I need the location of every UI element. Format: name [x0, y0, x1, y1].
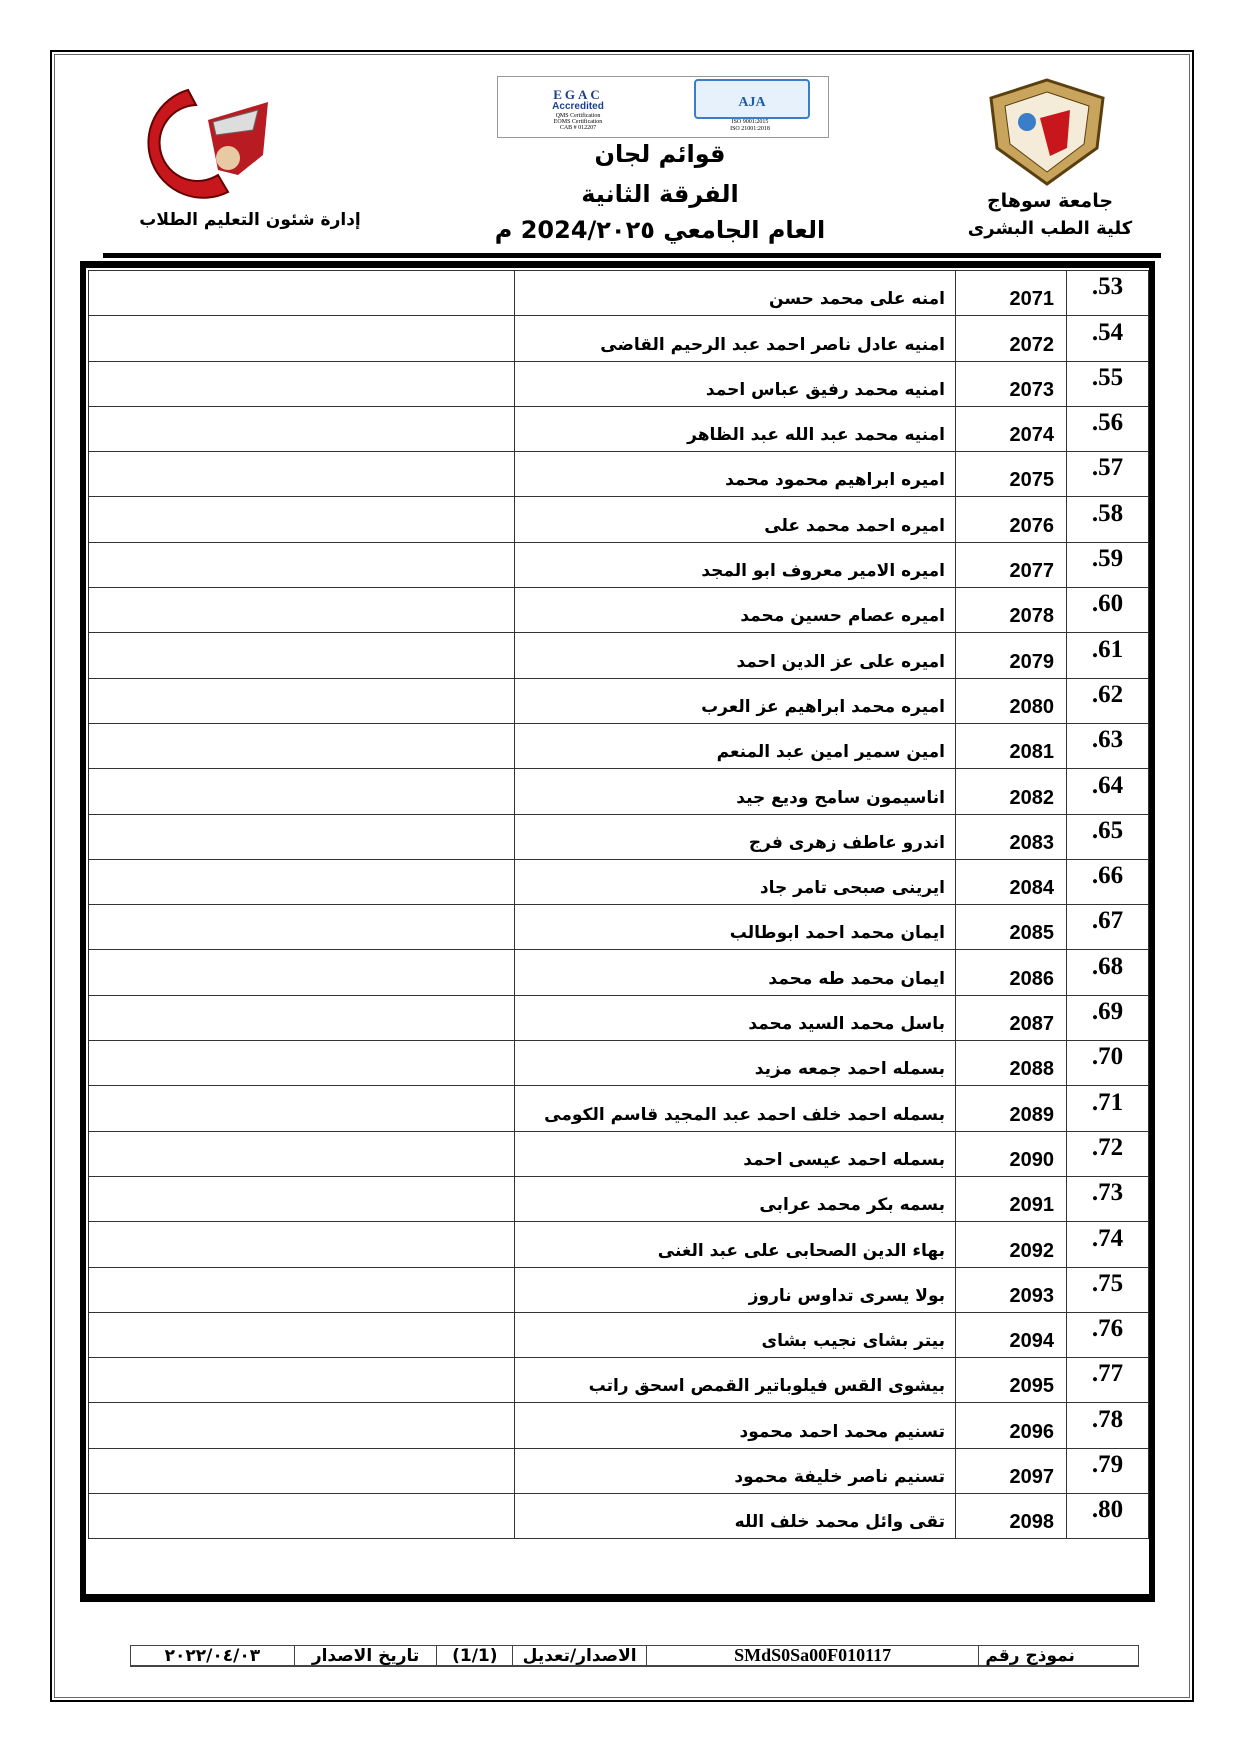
- row-number: .53: [1067, 271, 1149, 316]
- student-name: امنيه عادل ناصر احمد عبد الرحيم القاضى: [515, 316, 956, 361]
- sohag-university-seal: [985, 78, 1110, 186]
- student-name: بسمله احمد جمعه مزيد: [515, 1041, 956, 1086]
- row-number: .74: [1067, 1222, 1149, 1267]
- student-code: 2095: [956, 1358, 1067, 1403]
- student-name: بهاء الدين الصحابى على عبد الغنى: [515, 1222, 956, 1267]
- academic-year: العام الجامعي 2024/٢٠٢٥ م: [494, 216, 826, 244]
- student-name: باسل محمد السيد محمد: [515, 995, 956, 1040]
- blank-cell: [89, 271, 515, 316]
- student-name: امنيه محمد رفيق عباس احمد: [515, 361, 956, 406]
- student-name: بسمله احمد خلف احمد عبد المجيد قاسم الكومى: [515, 1086, 956, 1131]
- aja-logo: AJA: [694, 79, 810, 119]
- table-row: [89, 905, 1149, 950]
- version-label: الاصدار/تعديل: [512, 1646, 646, 1665]
- student-code: 2078: [956, 588, 1067, 633]
- student-code: 2086: [956, 950, 1067, 995]
- university-name: جامعة سوهاج: [986, 190, 1114, 212]
- student-code: 2087: [956, 995, 1067, 1040]
- student-code: 2076: [956, 497, 1067, 542]
- blank-cell: [89, 1176, 515, 1221]
- table-row: [89, 950, 1149, 995]
- aja-line: ISO 21001:2018: [730, 126, 770, 132]
- blank-cell: [89, 723, 515, 768]
- row-number: .73: [1067, 1176, 1149, 1221]
- blank-cell: [89, 1358, 515, 1403]
- table-row: [89, 316, 1149, 361]
- grade-title: الفرقة الثانية: [581, 180, 739, 208]
- egac-lines: [508, 113, 648, 131]
- student-name: اندرو عاطف زهرى فرج: [515, 814, 956, 859]
- student-code: 2081: [956, 723, 1067, 768]
- table-row: [89, 814, 1149, 859]
- blank-cell: [89, 769, 515, 814]
- student-name: تسنيم محمد احمد محمود: [515, 1403, 956, 1448]
- blank-cell: [89, 406, 515, 451]
- student-code: 2098: [956, 1494, 1067, 1539]
- student-name: تقى وائل محمد خلف الله: [515, 1494, 956, 1539]
- row-number: .54: [1067, 316, 1149, 361]
- table-row: [89, 1041, 1149, 1086]
- student-code: 2073: [956, 361, 1067, 406]
- student-code: 2082: [956, 769, 1067, 814]
- department-name: إدارة شئون التعليم الطلاب: [139, 210, 361, 230]
- student-name: ايرينى صبحى تامر جاد: [515, 859, 956, 904]
- student-code: 2072: [956, 316, 1067, 361]
- student-code: 2096: [956, 1403, 1067, 1448]
- row-number: .70: [1067, 1041, 1149, 1086]
- form-number: SMdS0Sa00F010117: [646, 1646, 978, 1665]
- blank-cell: [89, 995, 515, 1040]
- row-number: .60: [1067, 588, 1149, 633]
- blank-cell: [89, 814, 515, 859]
- egac-line: EOMS Certification: [553, 119, 603, 125]
- student-name: امنيه محمد عبد الله عبد الظاهر: [515, 406, 956, 451]
- blank-cell: [89, 1403, 515, 1448]
- student-code: 2075: [956, 452, 1067, 497]
- row-number: .55: [1067, 361, 1149, 406]
- table-row: [89, 542, 1149, 587]
- student-code: 2097: [956, 1448, 1067, 1493]
- student-name: امين سمير امين عبد المنعم: [515, 723, 956, 768]
- table-row: [89, 723, 1149, 768]
- student-code: 2092: [956, 1222, 1067, 1267]
- table-row: [89, 633, 1149, 678]
- form-footer: [130, 1645, 1139, 1667]
- row-number: .69: [1067, 995, 1149, 1040]
- student-code: 2080: [956, 678, 1067, 723]
- table-row: [89, 769, 1149, 814]
- table-row: [89, 859, 1149, 904]
- table-row: [89, 452, 1149, 497]
- table-row: [89, 1494, 1149, 1539]
- student-code: 2089: [956, 1086, 1067, 1131]
- row-number: .71: [1067, 1086, 1149, 1131]
- student-name: اميره على عز الدين احمد: [515, 633, 956, 678]
- student-name: اميره محمد ابراهيم عز العرب: [515, 678, 956, 723]
- row-number: .58: [1067, 497, 1149, 542]
- student-code: 2083: [956, 814, 1067, 859]
- student-name: امنه على محمد حسن: [515, 271, 956, 316]
- blank-cell: [89, 1494, 515, 1539]
- row-number: .79: [1067, 1448, 1149, 1493]
- form-number-label: نموذج رقم: [978, 1646, 1138, 1665]
- student-code: 2084: [956, 859, 1067, 904]
- blank-cell: [89, 1267, 515, 1312]
- table-row: [89, 1312, 1149, 1357]
- table-row: [89, 271, 1149, 316]
- egac-accredited: Accredited: [552, 101, 604, 112]
- table-row: [89, 1403, 1149, 1448]
- egac-logo: EGAC: [553, 87, 603, 102]
- row-number: .59: [1067, 542, 1149, 587]
- row-number: .78: [1067, 1403, 1149, 1448]
- student-code: 2079: [956, 633, 1067, 678]
- blank-cell: [89, 633, 515, 678]
- faculty-of-medicine-logo: [118, 80, 318, 200]
- student-name: ايمان محمد احمد ابوطالب: [515, 905, 956, 950]
- row-number: .75: [1067, 1267, 1149, 1312]
- blank-cell: [89, 1312, 515, 1357]
- blank-cell: [89, 361, 515, 406]
- student-name: بسمله احمد عيسى احمد: [515, 1131, 956, 1176]
- student-code: 2085: [956, 905, 1067, 950]
- student-name: بيتر بشاى نجيب بشاى: [515, 1312, 956, 1357]
- header-divider: [103, 253, 1161, 258]
- student-name: بولا يسرى تداوس ناروز: [515, 1267, 956, 1312]
- row-number: .77: [1067, 1358, 1149, 1403]
- faculty-name: كلية الطب البشرى: [967, 218, 1133, 239]
- row-number: .76: [1067, 1312, 1149, 1357]
- row-number: .80: [1067, 1494, 1149, 1539]
- student-name: اميره عصام حسين محمد: [515, 588, 956, 633]
- table-row: [89, 361, 1149, 406]
- version-value: (1/1): [436, 1646, 512, 1665]
- table-row: [89, 1448, 1149, 1493]
- student-name: تسنيم ناصر خليفة محمود: [515, 1448, 956, 1493]
- row-number: .67: [1067, 905, 1149, 950]
- page-title: قوائم لجان: [594, 140, 726, 168]
- student-code: 2088: [956, 1041, 1067, 1086]
- student-code: 2071: [956, 271, 1067, 316]
- table-row: [89, 995, 1149, 1040]
- egac-line: QMS Certification: [555, 113, 601, 119]
- student-code: 2090: [956, 1131, 1067, 1176]
- table-row: [89, 1222, 1149, 1267]
- blank-cell: [89, 542, 515, 587]
- student-name: اميره الامير معروف ابو المجد: [515, 542, 956, 587]
- egac-line: CAB # 012207: [559, 125, 597, 131]
- table-row: [89, 406, 1149, 451]
- table-row: [89, 1086, 1149, 1131]
- issue-date: ٢٠٢٢/٠٤/٠٣: [164, 1645, 261, 1666]
- aja-lines: [694, 119, 806, 133]
- student-code: 2091: [956, 1176, 1067, 1221]
- blank-cell: [89, 1086, 515, 1131]
- accreditation-logos: [497, 76, 829, 138]
- blank-cell: [89, 950, 515, 995]
- blank-cell: [89, 452, 515, 497]
- student-name: اناسيمون سامح وديع جيد: [515, 769, 956, 814]
- blank-cell: [89, 316, 515, 361]
- row-number: .66: [1067, 859, 1149, 904]
- student-name: بيشوى القس فيلوباتير القمص اسحق راتب: [515, 1358, 956, 1403]
- row-number: .68: [1067, 950, 1149, 995]
- table-row: [89, 1176, 1149, 1221]
- row-number: .61: [1067, 633, 1149, 678]
- row-number: .72: [1067, 1131, 1149, 1176]
- blank-cell: [89, 678, 515, 723]
- row-number: .63: [1067, 723, 1149, 768]
- blank-cell: [89, 1041, 515, 1086]
- issue-date-label: تاريخ الاصدار: [294, 1646, 437, 1665]
- row-number: .65: [1067, 814, 1149, 859]
- student-code: 2074: [956, 406, 1067, 451]
- student-code: 2094: [956, 1312, 1067, 1357]
- blank-cell: [89, 1448, 515, 1493]
- table-row: [89, 1131, 1149, 1176]
- student-code: 2093: [956, 1267, 1067, 1312]
- table-row: [89, 588, 1149, 633]
- aja-line: ISO 9001:2015: [731, 119, 769, 125]
- table-row: [89, 1267, 1149, 1312]
- row-number: .64: [1067, 769, 1149, 814]
- student-name: اميره ابراهيم محمود محمد: [515, 452, 956, 497]
- blank-cell: [89, 497, 515, 542]
- table-row: [89, 1358, 1149, 1403]
- table-row: [89, 678, 1149, 723]
- blank-cell: [89, 859, 515, 904]
- blank-cell: [89, 588, 515, 633]
- committee-list-table: [80, 261, 1155, 1602]
- student-name: ايمان محمد طه محمد: [515, 950, 956, 995]
- student-name: اميره احمد محمد على: [515, 497, 956, 542]
- table-row: [89, 497, 1149, 542]
- blank-cell: [89, 1222, 515, 1267]
- row-number: .57: [1067, 452, 1149, 497]
- blank-cell: [89, 1131, 515, 1176]
- row-number: .62: [1067, 678, 1149, 723]
- student-name: بسمه بكر محمد عرابى: [515, 1176, 956, 1221]
- row-number: .56: [1067, 406, 1149, 451]
- blank-cell: [89, 905, 515, 950]
- student-code: 2077: [956, 542, 1067, 587]
